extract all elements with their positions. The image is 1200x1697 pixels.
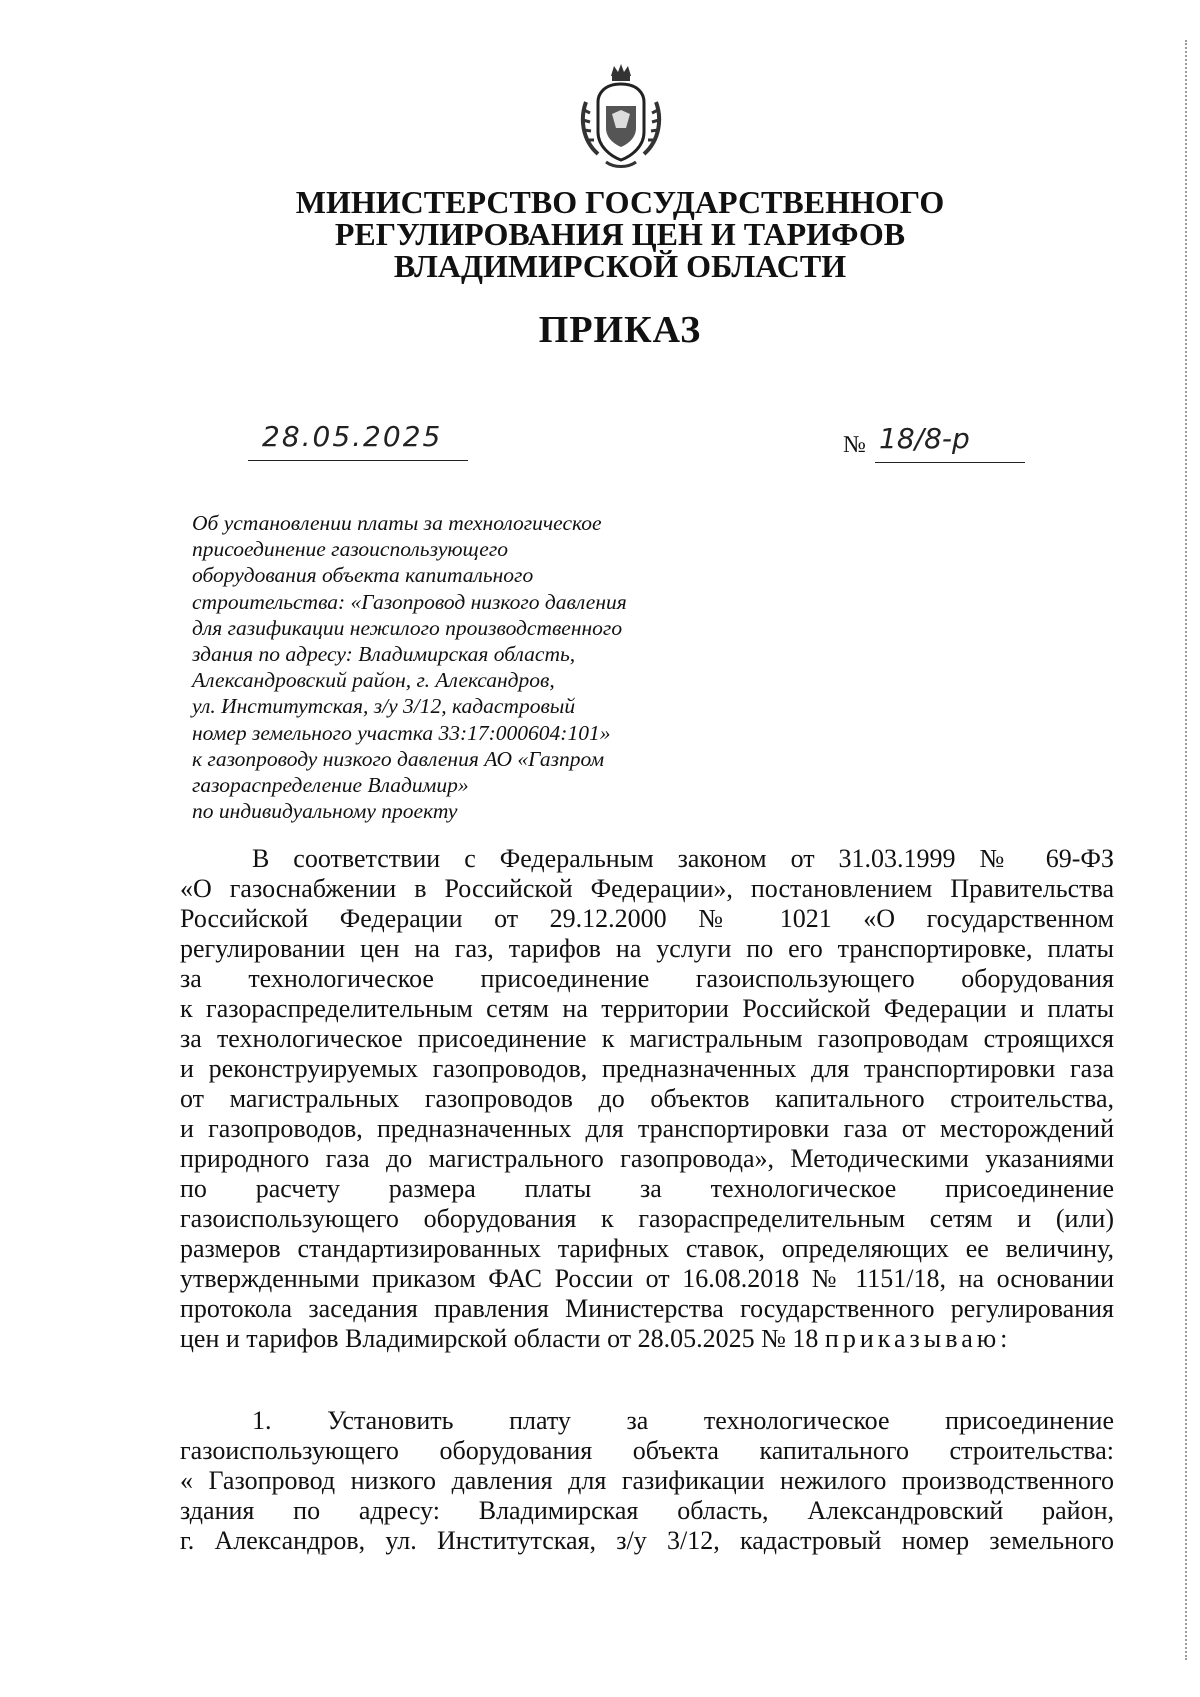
preamble-line: от магистральных газопроводов до объектов капитального строительства, <box>180 1084 1114 1113</box>
preamble-line: природного газа до магистрального газопровода», Методическими указаниями <box>180 1144 1114 1173</box>
order-subject <box>192 510 752 824</box>
number-sign: № <box>843 432 866 458</box>
item-1-line: газоиспользующего оборудования объекта капитального строительства: <box>180 1436 1114 1465</box>
subject-line: строительства: «Газопровод низкого давления <box>192 589 627 614</box>
preamble-line: размеров стандартизированных тарифных ставок, определяющих ее величину, <box>180 1234 1114 1263</box>
preamble-line: протокола заседания правления Министерства государственного регулирования <box>180 1294 1114 1323</box>
subject-line: для газификации нежилого производственного <box>192 615 623 640</box>
ministry-line: РЕГУЛИРОВАНИЯ ЦЕН И ТАРИФОВ <box>334 216 906 252</box>
subject-line: здания по адресу: Владимирская область, <box>192 642 576 667</box>
document-title: ПРИКАЗ <box>538 309 702 351</box>
order-date-field <box>248 420 468 461</box>
order-number-handwritten: 18/8-р <box>879 422 970 455</box>
ministry-name <box>200 186 1040 282</box>
preamble-line: утвержденными приказом ФАС России от 16.08.2018 № 1151/18, на основании <box>180 1264 1114 1293</box>
preamble-line: за технологическое присоединение к магистральным газопроводам строящихся <box>180 1024 1114 1053</box>
subject-line: присоединение газоиспользующего <box>192 537 508 562</box>
scan-edge-artifact <box>1185 40 1190 1660</box>
subject-line: газораспределение Владимир» <box>192 773 469 798</box>
subject-line: номер земельного участка 33:17:000604:101» <box>192 720 611 745</box>
ministry-line: ВЛАДИМИРСКОЙ ОБЛАСТИ <box>393 248 847 284</box>
order-date-handwritten: 28.05.2025 <box>262 420 443 453</box>
preamble-line: по расчету размера платы за технологическое присоединение <box>180 1174 1114 1203</box>
subject-line: оборудования объекта капитального <box>192 563 534 588</box>
item-1-line: 1. Установить плату за технологическое присоединение <box>252 1406 1114 1435</box>
item-1-paragraph <box>180 1406 1114 1556</box>
command-word: приказываю: <box>824 1324 1012 1353</box>
preamble-last-text: цен и тарифов Владимирской области от 28.05.2025 № 18 <box>180 1324 819 1353</box>
order-number-line <box>875 424 1025 463</box>
preamble-line: за технологическое присоединение газоиспользующего оборудования <box>180 964 1114 993</box>
preamble-line: «О газоснабжении в Российской Федерации», постановлением Правительства <box>180 874 1114 903</box>
coat-of-arms-icon <box>576 62 666 172</box>
preamble-line-last <box>180 1324 1114 1354</box>
preamble-line: газоиспользующего оборудования к газораспределительным сетям и (или) <box>180 1204 1114 1233</box>
preamble-line: и газопроводов, предназначенных для транспортировки газа от месторождений <box>180 1114 1114 1143</box>
ministry-line: МИНИСТЕРСТВО ГОСУДАРСТВЕННОГО <box>295 184 945 220</box>
subject-line: к газопроводу низкого давления АО «Газпром <box>192 746 605 771</box>
item-1-line: « Газопровод низкого давления для газификации нежилого производственного <box>180 1466 1114 1495</box>
preamble-line: и реконструируемых газопроводов, предназначенных для транспортировки газа <box>180 1054 1114 1083</box>
preamble-paragraph <box>180 844 1114 1354</box>
subject-line: Александровский район, г. Александров, <box>192 668 555 693</box>
subject-line: ул. Институтская, з/у 3/12, кадастровый <box>192 694 576 719</box>
subject-line: по индивидуальному проекту <box>192 799 458 824</box>
subject-line: Об установлении платы за технологическое <box>192 511 602 535</box>
preamble-line: к газораспределительным сетям на территории Российской Федерации и платы <box>180 994 1114 1023</box>
item-1-line: здания по адресу: Владимирская область, Александровский район, <box>180 1496 1114 1525</box>
preamble-line: Российской Федерации от 29.12.2000 № 1021 «О государственном <box>180 904 1114 933</box>
preamble-line: регулировании цен на газ, тарифов на услуги по его транспортировке, платы <box>180 934 1114 963</box>
item-1-line: г. Александров, ул. Институтская, з/у 3/12, кадастровый номер земельного <box>180 1526 1114 1555</box>
preamble-line: В соответствии с Федеральным законом от 31.03.1999 № 69-ФЗ <box>252 844 1114 873</box>
